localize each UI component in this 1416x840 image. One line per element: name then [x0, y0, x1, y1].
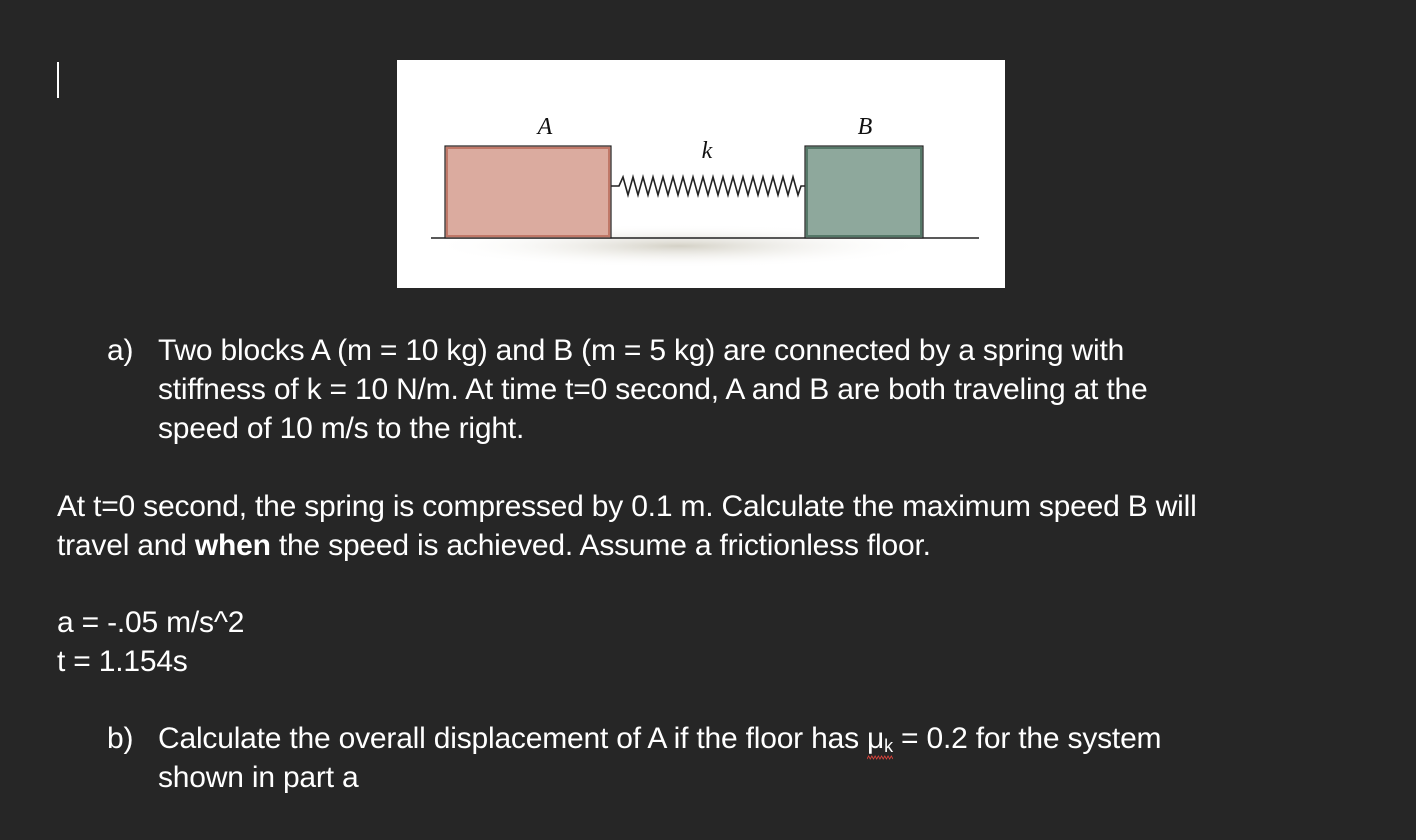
- answer-acceleration: a = -.05 m/s^2: [57, 606, 245, 639]
- text-cursor: [57, 62, 59, 98]
- paragraph-line-2-start: travel and: [57, 529, 195, 562]
- friction-coefficient-symbol: [867, 719, 893, 758]
- paragraph-bold-word: when: [194, 529, 271, 562]
- part-a-line-2: stiffness of k = 10 N/m. At time t=0 second, A and B are both traveling at the: [158, 373, 1148, 406]
- paragraph-line-2-end: the speed is achieved. Assume a frictionless floor.: [270, 529, 931, 562]
- spring: [611, 177, 805, 195]
- label-k: k: [701, 138, 713, 164]
- spring-blocks-figure: [397, 60, 1005, 288]
- figure-svg: [397, 60, 1005, 288]
- block-b: [805, 146, 923, 238]
- part-a-item: [107, 331, 1367, 451]
- block-a: [445, 146, 611, 238]
- paragraph-line-2: [57, 526, 1397, 565]
- label-b: B: [857, 114, 873, 140]
- part-b-item: [107, 719, 1367, 799]
- question-paragraph: [57, 487, 1397, 565]
- part-b-text: [158, 719, 1161, 797]
- part-a-line-3: speed of 10 m/s to the right.: [158, 412, 525, 445]
- part-a-marker: a): [107, 334, 134, 367]
- part-b-line-1: [158, 719, 1161, 758]
- part-a-line-1: Two blocks A (m = 10 kg) and B (m = 5 kg) are connected by a spring with: [158, 334, 1125, 367]
- answers-block: [57, 603, 244, 681]
- part-a-text: [158, 331, 1147, 448]
- mu-subscript: k: [884, 736, 893, 756]
- mu-symbol: μ: [867, 722, 885, 755]
- part-b-line-1-end: = 0.2 for the system: [892, 722, 1162, 755]
- part-b-line-1-start: Calculate the overall displacement of A if the floor has: [158, 722, 868, 755]
- spellcheck-underline: [867, 755, 893, 760]
- paragraph-line-1: At t=0 second, the spring is compressed by 0.1 m. Calculate the maximum speed B will: [57, 490, 1197, 523]
- part-b-line-2: shown in part a: [158, 761, 359, 794]
- part-b-marker: b): [107, 722, 134, 755]
- label-a: A: [537, 114, 553, 140]
- answer-time: t = 1.154s: [57, 645, 188, 678]
